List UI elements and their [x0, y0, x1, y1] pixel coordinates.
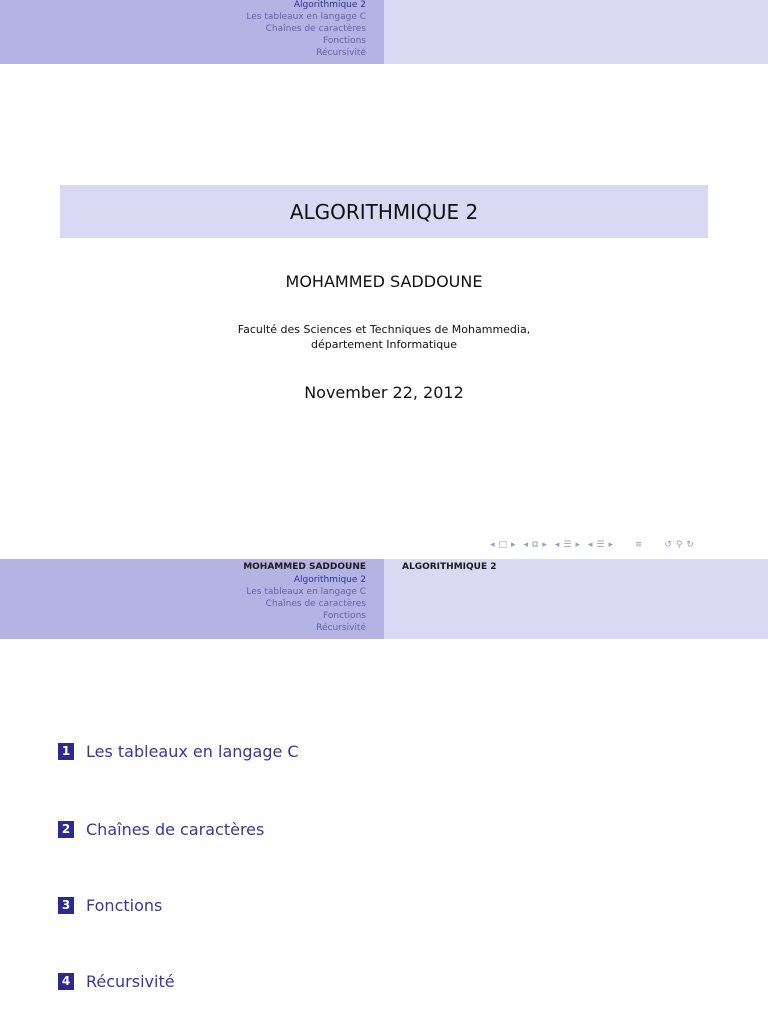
frame-icon[interactable]: □ [498, 540, 509, 550]
redo-icon[interactable]: ↻ [686, 540, 695, 550]
toc-number-badge: 1 [58, 743, 74, 760]
top-header-right [384, 0, 768, 64]
toc-item-tableaux[interactable] [58, 742, 299, 761]
arrow-left-icon[interactable]: ◂ [523, 540, 529, 550]
top-header [0, 0, 768, 64]
beamer-nav-bar [490, 540, 698, 550]
toc-item-label: Récursivité [86, 972, 175, 991]
nav-section-chaines[interactable]: Chaînes de caractères [265, 24, 366, 34]
second-header [0, 559, 768, 639]
toc-number-badge: 2 [58, 821, 74, 838]
toc-number-badge: 3 [58, 897, 74, 914]
slide-author: MOHAMMED SADDOUNE [285, 272, 483, 291]
nav-section-fonctions[interactable]: Fonctions [323, 611, 366, 621]
slide-title-box [60, 185, 708, 238]
top-section-nav [246, 0, 366, 59]
arrow-right-icon[interactable]: ▸ [511, 540, 517, 550]
toc-item-label: Les tableaux en langage C [86, 742, 299, 761]
toc-number-badge: 4 [58, 973, 74, 990]
arrow-left-icon[interactable]: ◂ [490, 540, 496, 550]
toc-item-chaines[interactable] [58, 820, 264, 839]
second-section-nav [243, 561, 366, 634]
slide-title: ALGORITHMIQUE 2 [289, 199, 479, 224]
nav-section-tableaux[interactable]: Les tableaux en langage C [246, 587, 366, 597]
toc-item-fonctions[interactable] [58, 896, 162, 915]
nav-section-algorithmique[interactable]: Algorithmique 2 [293, 0, 366, 10]
institution-line-1: Faculté des Sciences et Techniques de Mohammedia, [237, 323, 531, 336]
search-icon[interactable]: ⚲ [675, 540, 684, 550]
arrow-right-icon[interactable]: ▸ [608, 540, 614, 550]
arrow-left-icon[interactable]: ◂ [587, 540, 594, 550]
toc-item-label: Fonctions [86, 896, 163, 915]
header-presentation-title: ALGORITHMIQUE 2 [402, 562, 497, 572]
section-icon[interactable]: ☰ [563, 540, 573, 550]
arrow-left-icon[interactable]: ◂ [554, 540, 561, 550]
nav-section-chaines[interactable]: Chaînes de caractères [265, 599, 366, 609]
slide-institution [0, 322, 768, 352]
nav-section-tableaux[interactable]: Les tableaux en langage C [246, 12, 366, 22]
institution-line-2: département Informatique [310, 338, 458, 351]
section-icon[interactable]: ☰ [596, 540, 606, 550]
nav-section-algorithmique[interactable]: Algorithmique 2 [293, 575, 366, 585]
nav-section-recursivite[interactable]: Récursivité [316, 48, 366, 58]
subsection-icon[interactable]: ⧉ [531, 540, 540, 550]
undo-icon[interactable]: ↺ [664, 540, 673, 550]
header-author: MOHAMMED SADDOUNE [243, 562, 366, 572]
nav-section-recursivite[interactable]: Récursivité [316, 623, 366, 633]
nav-section-fonctions[interactable]: Fonctions [323, 36, 366, 46]
arrow-right-icon[interactable]: ▸ [575, 540, 581, 550]
align-icon[interactable]: ≡ [634, 540, 644, 550]
toc-item-recursivite[interactable] [58, 972, 175, 991]
slide-date: November 22, 2012 [304, 383, 464, 402]
toc-item-label: Chaînes de caractères [86, 820, 265, 839]
arrow-right-icon[interactable]: ▸ [542, 540, 548, 550]
